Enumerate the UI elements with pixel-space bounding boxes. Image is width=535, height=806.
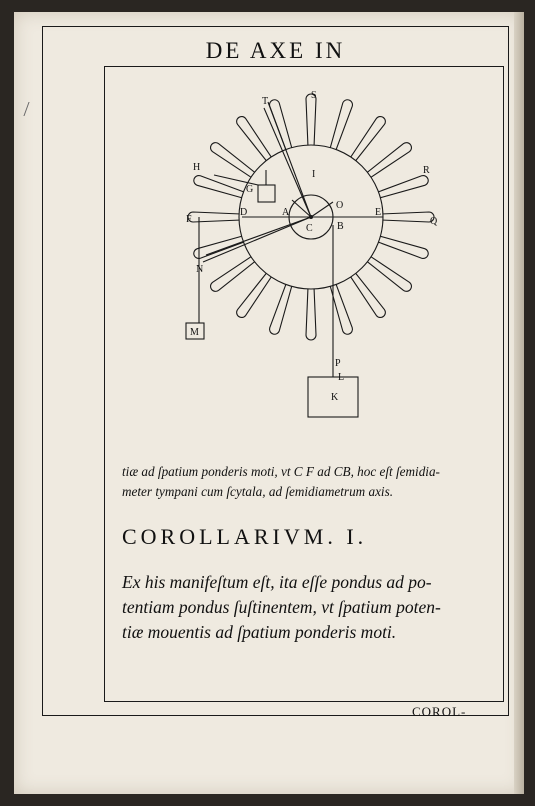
figure-label-c: C bbox=[306, 223, 313, 234]
figure-label-n: N bbox=[196, 264, 204, 275]
body-text-line: tiæ ad ſpatium ponderis moti, vt C F ad CB, hoc eſt ſemidia- bbox=[122, 464, 440, 479]
figure-label-d: D bbox=[240, 207, 248, 218]
corollary-line: tiæ mouentis ad ſpatium ponderis moti. bbox=[122, 622, 397, 642]
wheel-spoke bbox=[350, 117, 386, 163]
wheel-spoke bbox=[366, 143, 412, 179]
wheel-spoke bbox=[377, 236, 429, 259]
wheel-spoke bbox=[381, 212, 434, 222]
wheel-spoke bbox=[188, 212, 241, 222]
wheel-spoke bbox=[211, 143, 257, 179]
figure-label-g: G bbox=[246, 184, 254, 195]
running-head: DE AXE IN bbox=[205, 38, 346, 63]
figure-label-t: T bbox=[262, 96, 269, 107]
figure-label-b: B bbox=[337, 221, 344, 232]
wheel-spoke bbox=[194, 176, 246, 199]
figure-label-h: H bbox=[193, 162, 201, 173]
wheel-spoke bbox=[211, 256, 257, 292]
corollary-title: COROLLARIVM. I. bbox=[122, 524, 368, 549]
figure-label-m: M bbox=[190, 327, 199, 338]
body-text-line: meter tympani cum ſcytala, ad ſemidiametrum axis. bbox=[122, 484, 394, 499]
figure-label-r: R bbox=[423, 165, 430, 176]
wheel-spoke bbox=[366, 256, 412, 292]
corollary-line: Ex his manifeſtum eſt, ita eſſe pondus ad po- bbox=[122, 572, 432, 592]
wheel-spoke bbox=[237, 117, 273, 163]
figure-label-a: A bbox=[282, 207, 290, 218]
figure-label-s: S bbox=[311, 90, 317, 101]
body-text bbox=[122, 462, 512, 502]
figure-label-k: K bbox=[331, 392, 339, 403]
figure-label-e: E bbox=[375, 207, 382, 218]
wheel-spoke bbox=[270, 100, 293, 152]
figure-label-i: I bbox=[312, 169, 316, 180]
wheel-spoke bbox=[306, 94, 316, 147]
corollary-text bbox=[122, 570, 507, 645]
catchword: COROL- bbox=[412, 704, 467, 719]
corollary-line: tentiam pondus ſuſtinentem, vt ſpatium poten- bbox=[122, 597, 441, 617]
wheel-spoke bbox=[237, 272, 273, 318]
figure-label-o: O bbox=[336, 200, 344, 211]
wheel-spoke bbox=[270, 283, 293, 335]
figure-label-q: Q bbox=[430, 216, 438, 227]
figure-label-f: F bbox=[186, 214, 192, 225]
wheel-spoke bbox=[330, 100, 353, 152]
wheel-spoke bbox=[306, 287, 316, 340]
wheel-spoke bbox=[377, 176, 429, 199]
figure-label-p: P bbox=[335, 358, 341, 369]
figure-label-l: L bbox=[338, 372, 345, 383]
weight-g bbox=[258, 185, 275, 202]
wheel-spoke bbox=[350, 272, 386, 318]
